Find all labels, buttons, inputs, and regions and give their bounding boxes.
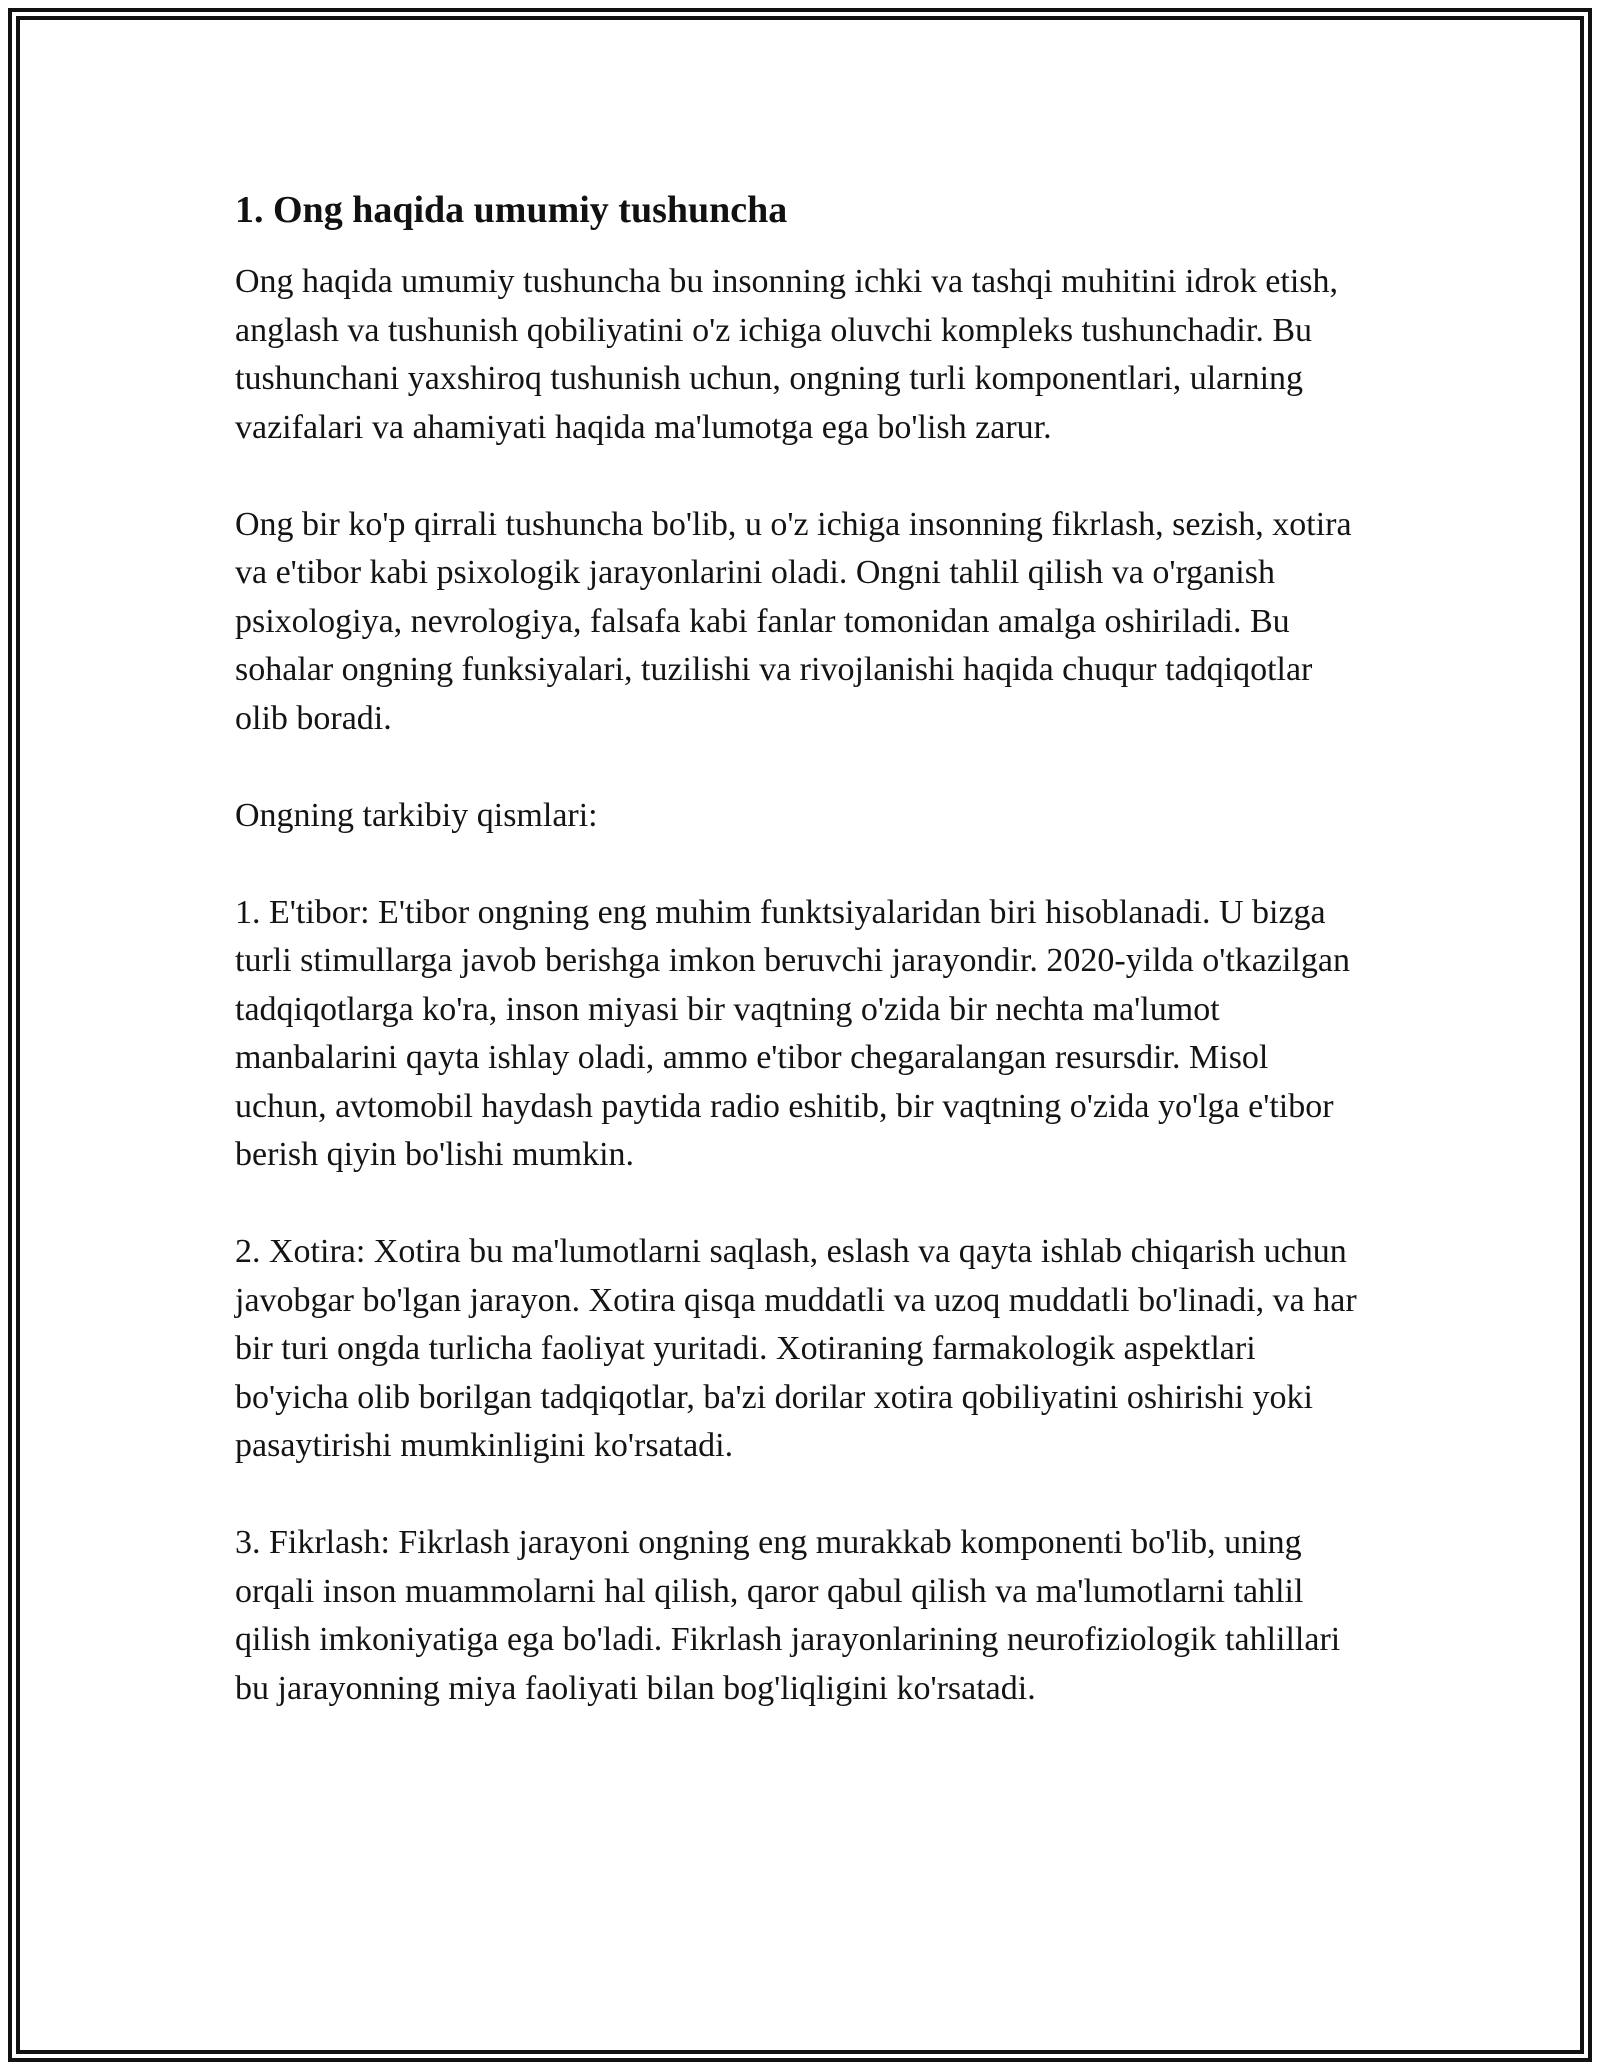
paragraph-intro: Ong haqida umumiy tushuncha bu insonning ichki va tashqi muhitini idrok etish, anglash va tushunish qobiliyatini o'z ichiga oluvchi kompleks tushunchadir. Bu tushunchani yaxshiroq tushunish uchun, ongning turli komponentlari, ularning vazifalari va ahamiyati haqida ma'lumotga ega bo'lish zarur.: [235, 263, 1339, 446]
paragraph-thinking: 3. Fikrlash: Fikrlash jarayoni ongning eng murakkab komponenti bo'lib, uning orqali inson muammolarni hal qilish, qaror qabul qilish va ma'lumotlarni tahlil qilish imkoniyatiga ega bo'ladi. Fikrlash jarayonlarining neurofiziologik tahlillari bu jarayonning miya faoliyati bilan bog'liqligini ko'rsatadi.: [235, 1524, 1341, 1707]
paragraph-memory: 2. Xotira: Xotira bu ma'lumotlarni saqlash, eslash va qayta ishlab chiqarish uchun javobgar bo'lgan jarayon. Xotira qisqa muddatli va uzoq muddatli bo'linadi, va har bir turi ongda turlicha faoliyat yuritadi. Xotiraning farmakologik aspektlari bo'yicha olib borilgan tadqiqotlar, ba'zi dorilar xotira qobiliyatini oshirishi yoki pasaytirishi mumkinligini ko'rsatadi.: [235, 1233, 1357, 1464]
paragraph-components-heading: Ongning tarkibiy qismlari:: [235, 796, 598, 834]
section-title: 1. Ong haqida umumiy tushuncha: [235, 189, 788, 231]
paragraph-attention: 1. E'tibor: E'tibor ongning eng muhim funktsiyalaridan biri hisoblanadi. U bizga turli stimullarga javob berishga imkon beruvchi jarayondir. 2020-yilda o'tkazilgan tadqiqotlarga ko'ra, inson miyasi bir vaqtning o'zida bir nechta ma'lumot manbalarini qayta ishlay oladi, ammo e'tibor chegaralangan resursdir. Misol uchun, avtomobil haydash paytida radio eshitib, bir vaqtning o'zida yo'lga e'tibor berish qiyin bo'lishi mumkin.: [235, 893, 1350, 1173]
paragraph-overview: Ong bir ko'p qirrali tushuncha bo'lib, u o'z ichiga insonning fikrlash, sezish, xotira va e'tibor kabi psixologik jarayonlarini oladi. Ongni tahlil qilish va o'rganish psixologiya, nevrologiya, falsafa kabi fanlar tomonidan amalga oshiriladi. Bu sohalar ongning funksiyalari, tuzilishi va rivojlanishi haqida chuqur tadqiqotlar olib boradi.: [235, 505, 1352, 737]
document-body: [235, 186, 1365, 1713]
